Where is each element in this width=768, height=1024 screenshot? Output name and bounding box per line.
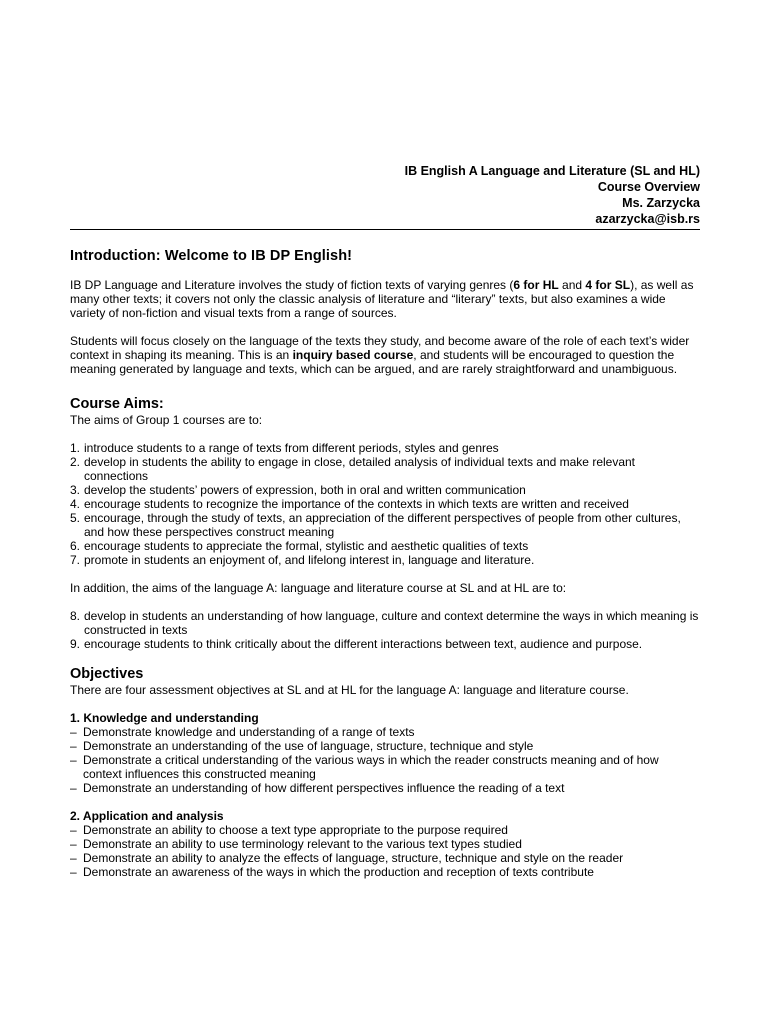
aims-heading: Course Aims: [70, 396, 164, 412]
course-subtitle: Course Overview [597, 180, 700, 194]
list-item [70, 609, 700, 637]
list-text: encourage, through the study of texts, an appreciation of the different perspectives of people from other cultures, and how these perspectives construct meaning [84, 511, 681, 539]
intro-paragraph-2 [70, 334, 700, 376]
objective-text: Demonstrate an ability to analyze the effects of language, structure, technique and style on the reader [83, 851, 624, 865]
objective-group-title: 2. Application and analysis [70, 809, 224, 823]
dash-bullet: – [70, 851, 77, 865]
dash-bullet: – [70, 823, 77, 837]
objective-list [70, 725, 700, 795]
list-item [70, 497, 700, 511]
objective-text: Demonstrate an awareness of the ways in which the production and reception of texts contribute [83, 865, 594, 879]
objective-text: Demonstrate an understanding of how different perspectives influence the reading of a text [83, 781, 565, 795]
objective-text: Demonstrate an ability to use terminology relevant to the various text types studied [83, 837, 522, 851]
objective-item [70, 865, 700, 879]
aims-lead: The aims of Group 1 courses are to: [70, 413, 263, 427]
dash-bullet: – [70, 725, 77, 739]
intro-p1-text-a: IB DP Language and Literature involves the study of fiction texts of varying genres ( [70, 278, 514, 292]
dash-bullet: – [70, 781, 77, 795]
list-number: 8. [70, 609, 81, 623]
teacher-email: azarzycka@isb.rs [595, 212, 700, 226]
teacher-name: Ms. Zarzycka [622, 196, 700, 210]
objective-item [70, 837, 700, 851]
objective-text: Demonstrate a critical understanding of the various ways in which the reader constructs meaning and of how context influences this constructed meaning [83, 753, 659, 781]
document-header [70, 163, 700, 227]
intro-paragraph-1 [70, 278, 700, 320]
aims-list [70, 441, 700, 567]
list-number: 9. [70, 637, 81, 651]
header-divider [70, 229, 700, 230]
list-item [70, 511, 700, 539]
aims-list-2 [70, 609, 700, 651]
list-number: 7. [70, 553, 81, 567]
list-number: 5. [70, 511, 81, 525]
list-item [70, 539, 700, 553]
list-text: develop the students’ powers of expression, both in oral and written communication [84, 483, 526, 497]
dash-bullet: – [70, 837, 77, 851]
intro-p2-text-c: , and students will be encouraged to question the meaning generated by language and texts, which can be argued, and are rarely straightforward and unambiguous. [70, 348, 678, 376]
list-number: 4. [70, 497, 81, 511]
intro-p2-emphasis: inquiry based course [292, 348, 414, 362]
list-text: encourage students to think critically about the different interactions between text, audience and purpose. [84, 637, 643, 651]
list-text: introduce students to a range of texts from different periods, styles and genres [84, 441, 499, 455]
intro-p1-text-c: and [558, 278, 586, 292]
list-item [70, 441, 700, 455]
course-title: IB English A Language and Literature (SL and HL) [404, 164, 700, 178]
objective-item [70, 753, 700, 781]
objective-item [70, 725, 700, 739]
intro-p1-hl-count: 6 for HL [513, 278, 559, 292]
objective-group-title: 1. Knowledge and understanding [70, 711, 259, 725]
list-item [70, 553, 700, 567]
list-text: promote in students an enjoyment of, and lifelong interest in, language and literature. [84, 553, 535, 567]
list-item [70, 637, 700, 651]
list-number: 6. [70, 539, 81, 553]
dash-bullet: – [70, 865, 77, 879]
aims-addition: In addition, the aims of the language A: language and literature course at SL and at HL are to: [70, 581, 567, 595]
dash-bullet: – [70, 739, 77, 753]
objective-item [70, 851, 700, 865]
list-text: encourage students to recognize the importance of the contexts in which texts are written and received [84, 497, 629, 511]
list-text: encourage students to appreciate the formal, stylistic and aesthetic qualities of texts [84, 539, 529, 553]
objective-item [70, 781, 700, 795]
intro-p1-text-e: ), as well as many other texts; it covers not only the classic analysis of literature and “literary” texts, but also examines a wide variety of non-fiction and visual texts from a range of sources. [70, 278, 694, 320]
intro-p2-text-a: Students will focus closely on the language of the texts they study, and become aware of the role of each text’s wider context in shaping its meaning. This is an [70, 334, 690, 362]
list-number: 3. [70, 483, 81, 497]
objective-text: Demonstrate knowledge and understanding of a range of texts [83, 725, 415, 739]
list-text: develop in students an understanding of how language, culture and context determine the ways in which meaning is constructed in texts [84, 609, 699, 637]
objective-list [70, 823, 700, 879]
objective-text: Demonstrate an ability to choose a text type appropriate to the purpose required [83, 823, 508, 837]
objective-item [70, 739, 700, 753]
intro-heading: Introduction: Welcome to IB DP English! [70, 248, 353, 264]
objectives-heading: Objectives [70, 666, 144, 682]
objectives-lead: There are four assessment objectives at SL and at HL for the language A: language and literature course. [70, 683, 629, 697]
list-number: 1. [70, 441, 81, 455]
list-item [70, 455, 700, 483]
dash-bullet: – [70, 753, 77, 767]
document-page [70, 163, 700, 879]
list-item [70, 483, 700, 497]
list-text: develop in students the ability to engage in close, detailed analysis of individual texts and make relevant connections [84, 455, 636, 483]
objective-groups [70, 697, 700, 879]
list-number: 2. [70, 455, 81, 469]
objective-text: Demonstrate an understanding of the use of language, structure, technique and style [83, 739, 534, 753]
objective-item [70, 823, 700, 837]
intro-p1-sl-count: 4 for SL [585, 278, 631, 292]
